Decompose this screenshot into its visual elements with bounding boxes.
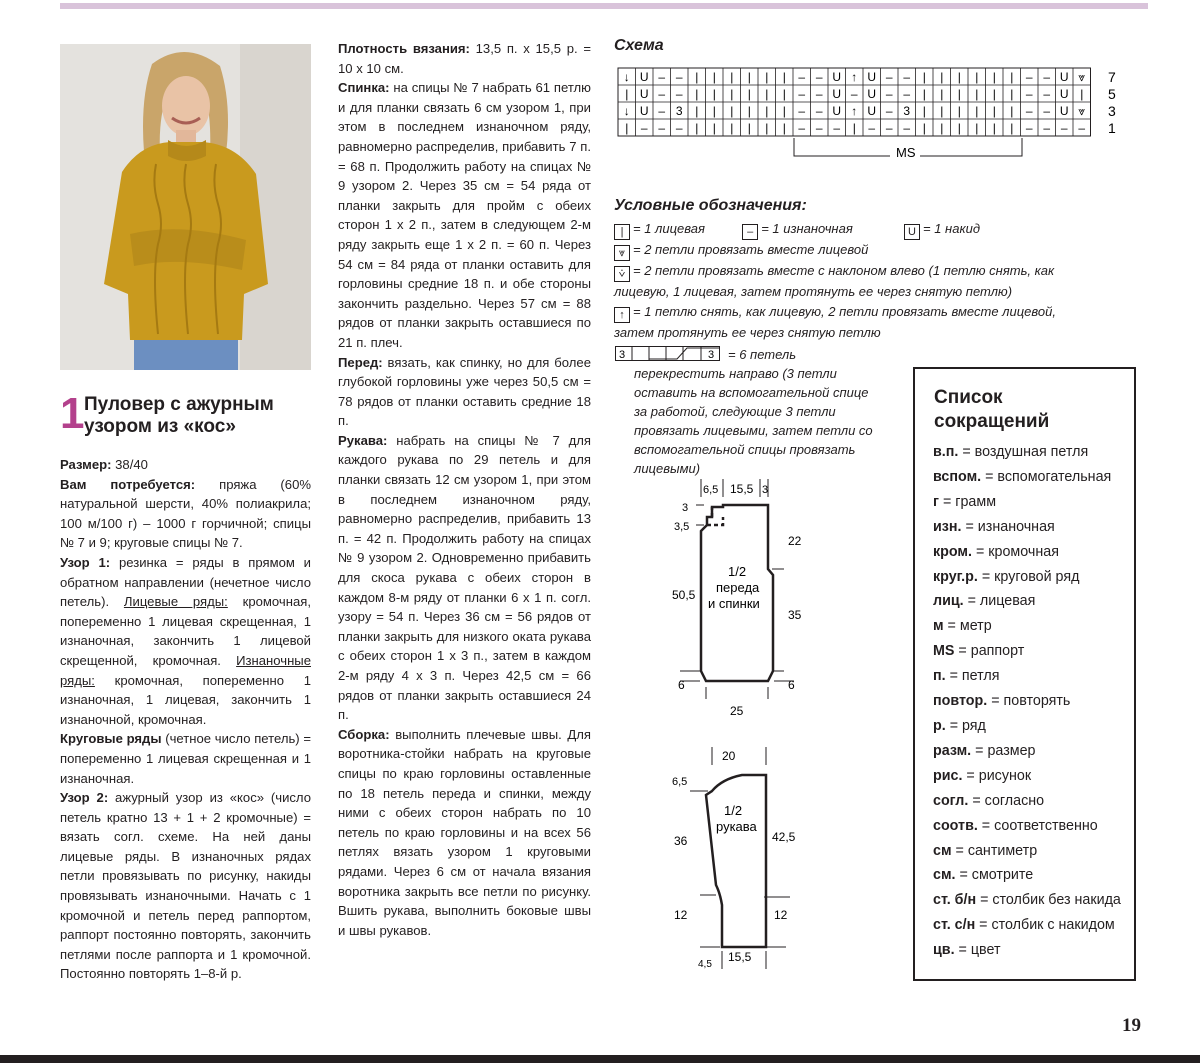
abbreviation-term: повтор. xyxy=(933,693,988,710)
dim-sleeve-length: 36 xyxy=(674,834,688,848)
svg-text:–: – xyxy=(885,121,893,135)
abbreviation-term: г xyxy=(933,493,939,510)
sleeve-schematic xyxy=(660,745,830,975)
svg-text:|: | xyxy=(957,70,961,84)
dim-cuff-right: 12 xyxy=(774,908,788,922)
abbreviation-item xyxy=(933,888,1134,913)
dim-cuff-edge: 4,5 xyxy=(698,959,712,970)
svg-text:|: | xyxy=(695,121,699,135)
svg-text:|: | xyxy=(992,87,996,101)
abbreviation-meaning: = столбик без накида xyxy=(976,892,1121,909)
size-label: Размер: xyxy=(60,457,112,472)
abbreviation-item xyxy=(933,639,1134,664)
article-title-line1: Пуловер с ажурным xyxy=(84,394,274,415)
body-label-3: и спинки xyxy=(708,596,760,611)
abbreviation-meaning: = вспомогательная xyxy=(981,468,1112,485)
svg-text:–: – xyxy=(798,104,806,118)
dim-cuff-width: 15,5 xyxy=(728,950,752,964)
abbreviation-term: разм. xyxy=(933,742,972,759)
svg-text:|: | xyxy=(765,121,769,135)
svg-text:|: | xyxy=(747,104,751,118)
sleeve-outline xyxy=(706,775,766,947)
legend-row-1 xyxy=(614,219,980,240)
abbreviation-term: ст. б/н xyxy=(933,892,977,909)
svg-text:|: | xyxy=(957,104,961,118)
svg-text:–: – xyxy=(1060,121,1068,135)
ssk-desc: = 2 петли провязать вместе с наклоном влево (1 петлю снять, как лицевую, 1 лицевая, затем протянуть ее через снятую петлю) xyxy=(614,263,1055,299)
knit-symbol-icon: | xyxy=(614,224,630,240)
knitting-chart xyxy=(612,64,1132,164)
abbreviation-meaning: = согласно xyxy=(968,792,1045,809)
abbreviation-meaning: = соответственно xyxy=(977,817,1098,834)
abbreviation-term: цв. xyxy=(933,942,955,959)
svg-text:U: U xyxy=(832,87,842,101)
model-photo xyxy=(60,44,311,370)
svg-text:–: – xyxy=(1043,87,1051,101)
instructions-column-2 xyxy=(338,39,591,940)
svg-text:|: | xyxy=(940,70,944,84)
instructions-column-1 xyxy=(60,455,311,984)
svg-text:3: 3 xyxy=(903,104,911,118)
abbreviation-term: п. xyxy=(933,668,946,685)
face-rows-value: кромочная, попеременно 1 лицевая скрещенная, 1 изнаночная, закончить 1 лицевой скрещенной, кромочная. xyxy=(60,594,311,668)
abbreviation-item xyxy=(933,913,1134,938)
body-schematic xyxy=(660,475,820,730)
svg-text:|: | xyxy=(1010,104,1014,118)
abbreviation-meaning: = лицевая xyxy=(963,593,1036,610)
svg-text:–: – xyxy=(1025,70,1033,84)
svg-text:|: | xyxy=(992,121,996,135)
k2tog-symbol-icon: ⩔ xyxy=(614,245,630,261)
svg-text:⩔: ⩔ xyxy=(1078,104,1086,118)
svg-text:|: | xyxy=(992,70,996,84)
svg-text:–: – xyxy=(658,70,666,84)
pattern1-label: Узор 1: xyxy=(60,554,111,570)
chart-row-number: 3 xyxy=(1108,103,1116,119)
svg-text:–: – xyxy=(903,70,911,84)
chart-row-number: 7 xyxy=(1108,69,1116,85)
abbreviation-term: м xyxy=(933,618,944,635)
dim-sleeve-total: 42,5 xyxy=(772,830,796,844)
abbreviation-item xyxy=(933,839,1134,864)
article-title xyxy=(84,394,274,438)
svg-text:–: – xyxy=(1043,121,1051,135)
svg-text:|: | xyxy=(712,87,716,101)
assembly-value: выполнить плечевые швы. Для воротника-стойки набрать на круговые спицы по краю горловины оставленные по 18 петель переда и спинки, между ними с обеих сторон набрать по 10 петель по краю горловины и на всех 56 петлях вязать узором 1 круговыми рядами. Через 6 см от начала вязания воротника закрыть все петли по рисунку. Вшить рукава, выполнить боковые швы и швы рукавов. xyxy=(338,726,591,938)
svg-text:–: – xyxy=(815,121,823,135)
abbreviation-meaning: = изнаночная xyxy=(961,518,1055,535)
svg-text:–: – xyxy=(1025,121,1033,135)
svg-text:3: 3 xyxy=(675,104,683,118)
svg-text:–: – xyxy=(675,87,683,101)
svg-text:–: – xyxy=(885,87,893,101)
back-value: на спицы № 7 набрать 61 петлю и для планки связать 6 см узором 1, при этом в последнем изнаночном ряду, равномерно распределив, прибавить 7 п. = 68 п. Продолжить работу на спицах № 9 узором 2. Через 35 см = 54 ряда от планки закрыть для пройм с обеих сторон 1 х 2 п., затем в следующем 2-м ряду закрыть еще 1 х 2 п. = 60 п. Через 54 см = 84 ряда от планки оставить для горловины средние 18 п. и обе стороны закончить раздельно. Через 57 см = 88 рядов от планки закрыть оставшиеся по 21 п. плеч. xyxy=(338,80,591,350)
dim-sleeve-top: 20 xyxy=(722,749,736,763)
svg-text:–: – xyxy=(815,70,823,84)
svg-text:|: | xyxy=(992,104,996,118)
round-rows-value: (четное число петель) = попеременно 1 лицевая скрещенная и 1 изнаночная. xyxy=(60,731,311,786)
svg-text:|: | xyxy=(922,70,926,84)
article-title-line2: узором из «кос» xyxy=(84,416,236,437)
abbreviation-item xyxy=(933,465,1134,490)
abbreviation-term: изн. xyxy=(933,518,962,535)
size-paragraph xyxy=(60,455,311,475)
svg-text:–: – xyxy=(640,121,648,135)
dim-shoulder-width: 15,5 xyxy=(730,482,754,496)
dim-body-height: 35 xyxy=(788,608,802,622)
abbreviation-item xyxy=(933,614,1134,639)
svg-text:U: U xyxy=(639,87,649,101)
dim-total-height: 50,5 xyxy=(672,588,696,602)
svg-text:U: U xyxy=(832,70,842,84)
svg-text:–: – xyxy=(658,87,666,101)
bottom-bar xyxy=(0,1055,1200,1063)
article-number: 1 xyxy=(60,389,85,438)
abbreviation-meaning: = цвет xyxy=(954,942,1001,959)
svg-text:|: | xyxy=(782,70,786,84)
svg-text:|: | xyxy=(922,104,926,118)
abbreviations-title-line2: сокращений xyxy=(934,411,1050,432)
body-label-1: 1/2 xyxy=(728,564,747,579)
cable-desc: = 6 петель перекрестить направо (3 петли оставить на вспомогательной спице за работой, следующие 3 петли провязать лицевыми, затем петли со вспомогательной спицы провязать лицевыми) xyxy=(634,347,873,476)
abbreviation-term: кром. xyxy=(933,543,972,560)
face-rows-label: Лицевые ряды: xyxy=(123,594,228,610)
sleeves-value: набрать на спицы № 7 для каждого рукава по 29 петель и для планки связать 12 см узором 1, при этом в последнем изнаночном ряду, равномерно распределив, прибавить 13 п. = 42 п. Продолжить работу на спицах № 9 узором 2. Одновременно прибавить для скоса рукава с обеих сторон в каждом 8-м ряду от планки 6 х 1 п. согл. узору = 54 п. Через 36 см = 56 рядов от планки закрыть для низкого оката рукава с обеих сторон 1 х 3 п., затем в каждом 2-м ряду 4 х 3 п. Через 42,5 см = 66 рядов от планки закрыть оставшиеся 24 п. xyxy=(338,432,591,723)
svg-text:–: – xyxy=(850,87,858,101)
sleeve-label-1: 1/2 xyxy=(724,803,743,818)
svg-text:|: | xyxy=(625,121,629,135)
abbreviations-box xyxy=(913,367,1136,981)
svg-text:↑: ↑ xyxy=(851,70,858,84)
abbreviation-item xyxy=(933,664,1134,689)
abbreviation-item xyxy=(933,863,1134,888)
abbreviation-term: р. xyxy=(933,717,946,734)
abbreviation-meaning: = раппорт xyxy=(954,643,1025,660)
svg-text:–: – xyxy=(798,87,806,101)
svg-text:|: | xyxy=(712,121,716,135)
svg-text:|: | xyxy=(765,87,769,101)
front-value: вязать, как спинку, но для более глубокой горловины уже через 50,5 см = 78 рядов от планки оставить средние 18 п. xyxy=(338,354,591,429)
svg-text:|: | xyxy=(730,87,734,101)
dim-cuff-left: 12 xyxy=(674,908,688,922)
front-label: Перед: xyxy=(338,354,383,370)
abbreviation-item xyxy=(933,689,1134,714)
abbreviation-term: вспом. xyxy=(933,468,982,485)
svg-text:–: – xyxy=(675,70,683,84)
svg-text:U: U xyxy=(639,70,649,84)
round-rows-label: Круговые ряды xyxy=(60,731,162,747)
svg-text:–: – xyxy=(885,104,893,118)
dim-armhole-width: 3 xyxy=(762,484,769,496)
front-paragraph xyxy=(338,353,591,431)
abbreviation-term: MS xyxy=(933,643,955,660)
svg-text:–: – xyxy=(1025,104,1033,118)
svg-text:–: – xyxy=(1025,87,1033,101)
repeat-label: MS xyxy=(896,145,916,160)
abbreviation-meaning: = смотрите xyxy=(955,867,1034,884)
svg-text:–: – xyxy=(815,87,823,101)
abbreviation-meaning: = повторять xyxy=(987,693,1071,710)
assembly-label: Сборка: xyxy=(338,726,390,742)
abbreviation-meaning: = воздушная петля xyxy=(958,444,1089,460)
abbreviations-title-line1: Список xyxy=(934,387,1003,408)
svg-text:|: | xyxy=(957,121,961,135)
density-label: Плотность вязания: xyxy=(338,41,470,56)
svg-text:|: | xyxy=(712,70,716,84)
materials-label: Вам потребуется: xyxy=(60,476,196,492)
abbreviation-item xyxy=(933,714,1134,739)
abbreviation-term: см xyxy=(933,842,952,859)
chart-row-number: 1 xyxy=(1108,120,1116,136)
legend-row-3 xyxy=(614,261,1094,301)
svg-text:|: | xyxy=(695,104,699,118)
dim-band-left: 6 xyxy=(678,678,685,692)
abbreviation-item xyxy=(933,814,1134,839)
abbreviation-item xyxy=(933,540,1134,565)
dim-neck-width: 6,5 xyxy=(703,484,719,496)
assembly-paragraph xyxy=(338,725,591,941)
svg-text:|: | xyxy=(782,121,786,135)
svg-text:|: | xyxy=(765,104,769,118)
abbreviation-meaning: = кромочная xyxy=(971,543,1059,560)
svg-text:–: – xyxy=(798,70,806,84)
svg-text:|: | xyxy=(765,70,769,84)
svg-text:↓: ↓ xyxy=(623,70,630,84)
svg-text:|: | xyxy=(730,70,734,84)
yarnover-desc: = 1 накид xyxy=(923,221,980,236)
pattern2-value: ажурный узор из «кос» (число петель кратно 13 + 1 + 2 кромочные) = вязать согл. схеме. На ней даны лицевые ряды. В изнаночных рядах петли провязывать по рисунку, накиды провязывать изнаночными. Начать с 1 кромочной и петель перед раппортом, раппорт постоянно повторять, закончить петлями после раппорта и 1 кромочной. Постоянно повторять 1–8-й р. xyxy=(60,790,312,982)
svg-text:|: | xyxy=(747,70,751,84)
abbreviation-term: лиц. xyxy=(933,593,964,610)
purl-desc: = 1 изнаночная xyxy=(761,221,853,236)
materials-value: пряжа (60% натуральной шерсти, 40% полиакрила; 100 м/100 г) – 1000 г горчичной; спицы № 7 и 9; круговые спицы № 7. xyxy=(60,476,312,551)
round-rows-paragraph xyxy=(60,729,311,788)
svg-text:|: | xyxy=(695,70,699,84)
cable-count-right: 3 xyxy=(708,349,715,361)
legend-row-2 xyxy=(614,240,1094,261)
svg-text:|: | xyxy=(782,87,786,101)
purl-rows-value: кромочная, попеременно 1 изнаночная, 1 лицевая, закончить 1 изнаночной, кромочная. xyxy=(60,672,311,727)
page-number: 19 xyxy=(1122,1015,1141,1036)
pattern1-paragraph xyxy=(60,553,311,729)
svg-text:|: | xyxy=(1080,87,1084,101)
svg-text:|: | xyxy=(922,121,926,135)
abbreviation-meaning: = ряд xyxy=(945,717,986,734)
pattern1-value: резинка = ряды в прямом и обратном направлении (нечетное число петель). xyxy=(60,554,311,610)
svg-text:U: U xyxy=(832,104,842,118)
svg-text:–: – xyxy=(903,87,911,101)
svg-text:|: | xyxy=(940,121,944,135)
abbreviations-title xyxy=(934,386,1134,434)
svg-text:|: | xyxy=(975,121,979,135)
abbreviation-meaning: = сантиметр xyxy=(951,842,1038,859)
abbreviation-item xyxy=(933,789,1134,814)
svg-text:–: – xyxy=(1078,121,1086,135)
materials-paragraph xyxy=(60,475,311,553)
svg-text:U: U xyxy=(867,70,877,84)
top-decorative-bar xyxy=(60,3,1148,9)
dim-front-neck-depth: 3,5 xyxy=(674,521,690,533)
svg-text:|: | xyxy=(922,87,926,101)
svg-text:|: | xyxy=(782,104,786,118)
abbreviation-meaning: = рисунок xyxy=(962,767,1032,784)
dim-armhole-height: 22 xyxy=(788,534,802,548)
pattern2-label: Узор 2: xyxy=(60,790,109,806)
svg-text:–: – xyxy=(658,104,666,118)
abbreviation-item xyxy=(933,739,1134,764)
abbreviation-item xyxy=(933,490,1134,515)
svg-text:|: | xyxy=(957,87,961,101)
svg-text:U: U xyxy=(1059,70,1069,84)
legend-title: Условные обозначения: xyxy=(614,197,807,214)
svg-text:–: – xyxy=(903,121,911,135)
back-label: Спинка: xyxy=(338,80,390,96)
svg-text:|: | xyxy=(712,104,716,118)
abbreviation-item xyxy=(933,565,1134,590)
svg-text:–: – xyxy=(1043,104,1051,118)
svg-text:–: – xyxy=(675,121,683,135)
abbreviation-term: соотв. xyxy=(933,817,978,834)
svg-text:⩔: ⩔ xyxy=(1078,70,1086,84)
abbreviation-term: см. xyxy=(933,867,956,884)
sk2p-symbol-icon: ↑ xyxy=(614,307,630,323)
abbreviation-item xyxy=(933,938,1134,963)
abbreviation-term: рис. xyxy=(933,767,963,784)
svg-text:|: | xyxy=(1010,87,1014,101)
sleeve-label-2: рукава xyxy=(716,819,757,834)
pattern2-paragraph xyxy=(60,788,311,984)
svg-text:↓: ↓ xyxy=(623,104,630,118)
yarnover-symbol-icon: U xyxy=(904,224,920,240)
density-paragraph xyxy=(338,39,591,78)
abbreviations-list xyxy=(933,440,1134,963)
svg-text:|: | xyxy=(747,121,751,135)
svg-text:–: – xyxy=(868,121,876,135)
svg-text:–: – xyxy=(815,104,823,118)
dim-body-width: 25 xyxy=(730,704,744,718)
svg-text:|: | xyxy=(852,121,856,135)
svg-text:–: – xyxy=(658,121,666,135)
cable-count-left: 3 xyxy=(619,349,626,361)
svg-text:U: U xyxy=(1059,87,1069,101)
ssk-symbol-icon: ⩒ xyxy=(614,266,630,282)
abbreviation-item xyxy=(933,515,1134,540)
abbreviation-term: ст. с/н xyxy=(933,917,976,934)
abbreviation-meaning: = метр xyxy=(943,618,992,635)
svg-text:|: | xyxy=(1010,70,1014,84)
svg-text:–: – xyxy=(885,70,893,84)
abbreviation-meaning: = грамм xyxy=(938,493,997,510)
svg-text:–: – xyxy=(798,121,806,135)
svg-text:–: – xyxy=(833,121,841,135)
svg-text:|: | xyxy=(940,104,944,118)
abbreviation-item xyxy=(933,589,1134,614)
svg-text:↑: ↑ xyxy=(851,104,858,118)
sk2p-desc: = 1 петлю снять, как лицевую, 2 петли провязать вместе лицевой, затем протянуть ее через снятую петлю xyxy=(614,304,1056,340)
purl-rows-label: Изнаночные ряды: xyxy=(60,652,311,688)
abbreviation-meaning: = петля xyxy=(945,668,1000,685)
abbreviation-item xyxy=(933,440,1134,465)
dim-band-right: 6 xyxy=(788,678,795,692)
abbreviation-item xyxy=(933,764,1134,789)
size-value: 38/40 xyxy=(111,457,148,472)
svg-text:U: U xyxy=(1059,104,1069,118)
abbreviation-term: согл. xyxy=(933,792,969,809)
back-paragraph xyxy=(338,78,591,352)
svg-text:U: U xyxy=(639,104,649,118)
svg-text:|: | xyxy=(940,87,944,101)
abbreviation-term: в.п. xyxy=(933,444,959,460)
knit-desc: = 1 лицевая xyxy=(633,221,705,236)
svg-text:|: | xyxy=(747,87,751,101)
svg-text:|: | xyxy=(975,70,979,84)
svg-text:|: | xyxy=(975,104,979,118)
svg-text:|: | xyxy=(975,87,979,101)
dim-back-neck-depth: 3 xyxy=(682,502,689,514)
scheme-title: Схема xyxy=(614,37,664,54)
svg-text:|: | xyxy=(695,87,699,101)
k2tog-desc: = 2 петли провязать вместе лицевой xyxy=(633,242,869,257)
svg-text:U: U xyxy=(867,104,877,118)
abbreviation-meaning: = размер xyxy=(971,742,1036,759)
density-value: 13,5 п. х 15,5 р. = 10 х 10 см. xyxy=(338,41,591,76)
sleeves-paragraph xyxy=(338,431,591,725)
legend-row-4 xyxy=(614,302,1094,342)
svg-text:|: | xyxy=(625,87,629,101)
abbreviation-meaning: = столбик с накидом xyxy=(975,917,1115,934)
svg-text:|: | xyxy=(1010,121,1014,135)
sleeves-label: Рукава: xyxy=(338,432,388,448)
dim-cap-height: 6,5 xyxy=(672,776,688,788)
sweater-illustration xyxy=(60,44,311,370)
svg-text:|: | xyxy=(730,104,734,118)
purl-symbol-icon: – xyxy=(742,224,758,240)
svg-text:U: U xyxy=(867,87,877,101)
abbreviation-meaning: = круговой ряд xyxy=(977,568,1080,585)
svg-text:–: – xyxy=(1043,70,1051,84)
svg-text:|: | xyxy=(730,121,734,135)
body-label-2: переда xyxy=(716,580,760,595)
chart-row-number: 5 xyxy=(1108,86,1116,102)
abbreviation-term: круг.р. xyxy=(933,568,978,585)
